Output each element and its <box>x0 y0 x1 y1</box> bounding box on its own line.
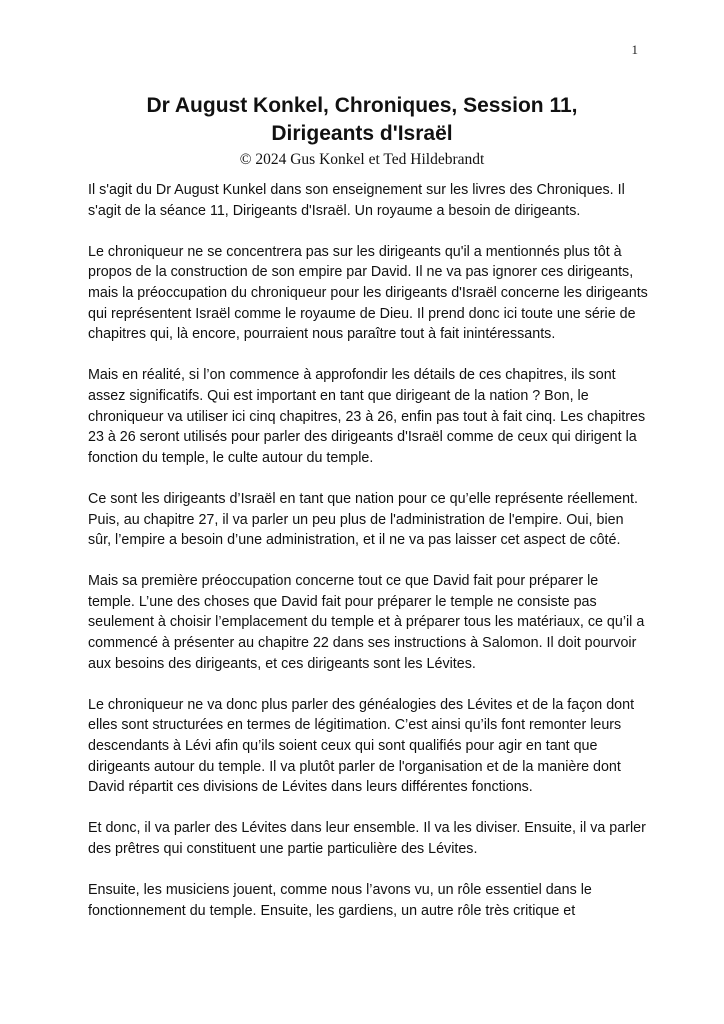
copyright-notice: © 2024 Gus Konkel et Ted Hildebrandt <box>239 151 485 168</box>
paragraph-2: Le chroniqueur ne se concentrera pas sur les dirigeants qu'il a mentionnés plus tôt à propos de la construction de son empire par David. Il ne va pas ignorer ces dirigeants, mais la préoccupation du chroniqueur pour les dirigeants d'Israël concerne les dirigeants qui représentent Israël comme le royaume de Dieu. Il prend donc ici toute une série de chapitres qui, là encore, pourraient nous paraître tout à fait inintéressants. <box>88 243 648 343</box>
document-title-line-2: Dirigeants d'Israël <box>271 122 453 145</box>
paragraph-7: Et donc, il va parler des Lévites dans leur ensemble. Il va les diviser. Ensuite, il va parler des prêtres qui constituent une partie particulière des Lévites. <box>88 820 646 857</box>
paragraph-4: Ce sont les dirigeants d’Israël en tant que nation pour ce qu’elle représente réellement. Puis, au chapitre 27, il va parler un peu plus de l'administration de l'empire. Oui, bien sûr, l’empire a besoin d’une administration, et il ne va pas laisser cet aspect de côté. <box>88 490 638 549</box>
paragraph-5: Mais sa première préoccupation concerne tout ce que David fait pour préparer le temple. L’une des choses que David fait pour préparer le temple ne consiste pas seulement à choisir l’emplacement du temple et à préparer tous les matériaux, ce qu’il a commencé à présenter au chapitre 22 dans ses instructions à Salomon. Il doit pourvoir aux besoins des dirigeants, et ces dirigeants sont les Lévites. <box>88 573 645 672</box>
document-title-line-1: Dr August Konkel, Chroniques, Session 11, <box>146 94 578 117</box>
paragraph-3: Mais en réalité, si l’on commence à approfondir les détails de ces chapitres, ils sont assez significatifs. Qui est important en tant que dirigeant de la nation ? Bon, le chroniqueur va utiliser ici cinq chapitres, 23 à 26, enfin pas tout à fait cinq. Les chapitres 23 à 26 seront utilisés pour parler des dirigeants d'Israël comme de ceux qui dirigent la fonction du temple, le culte autour du temple. <box>88 367 646 466</box>
paragraph-6: Le chroniqueur ne va donc plus parler des généalogies des Lévites et de la façon dont elles sont structurées en termes de légitimation. C’est ainsi qu’ils font remonter leurs descendants à Lévi afin qu’ils soient ceux qui sont qualifiés pour agir en tant que dirigeants autour du temple. Il va plutôt parler de l'organisation et de la manière dont David répartit ces divisions de Lévites dans leurs différentes fonctions. <box>88 696 635 796</box>
page-number: 1 <box>631 42 638 57</box>
paragraph-8: Ensuite, les musiciens jouent, comme nous l’avons vu, un rôle essentiel dans le fonctionnement du temple. Ensuite, les gardiens, un autre rôle très critique et <box>88 882 592 919</box>
paragraph-1: Il s'agit du Dr August Kunkel dans son enseignement sur les livres des Chroniques. Il s'agit de la séance 11, Dirigeants d'Israël. Un royaume a besoin de dirigeants. <box>88 182 625 219</box>
document-body <box>88 180 648 942</box>
title-block <box>0 92 724 170</box>
